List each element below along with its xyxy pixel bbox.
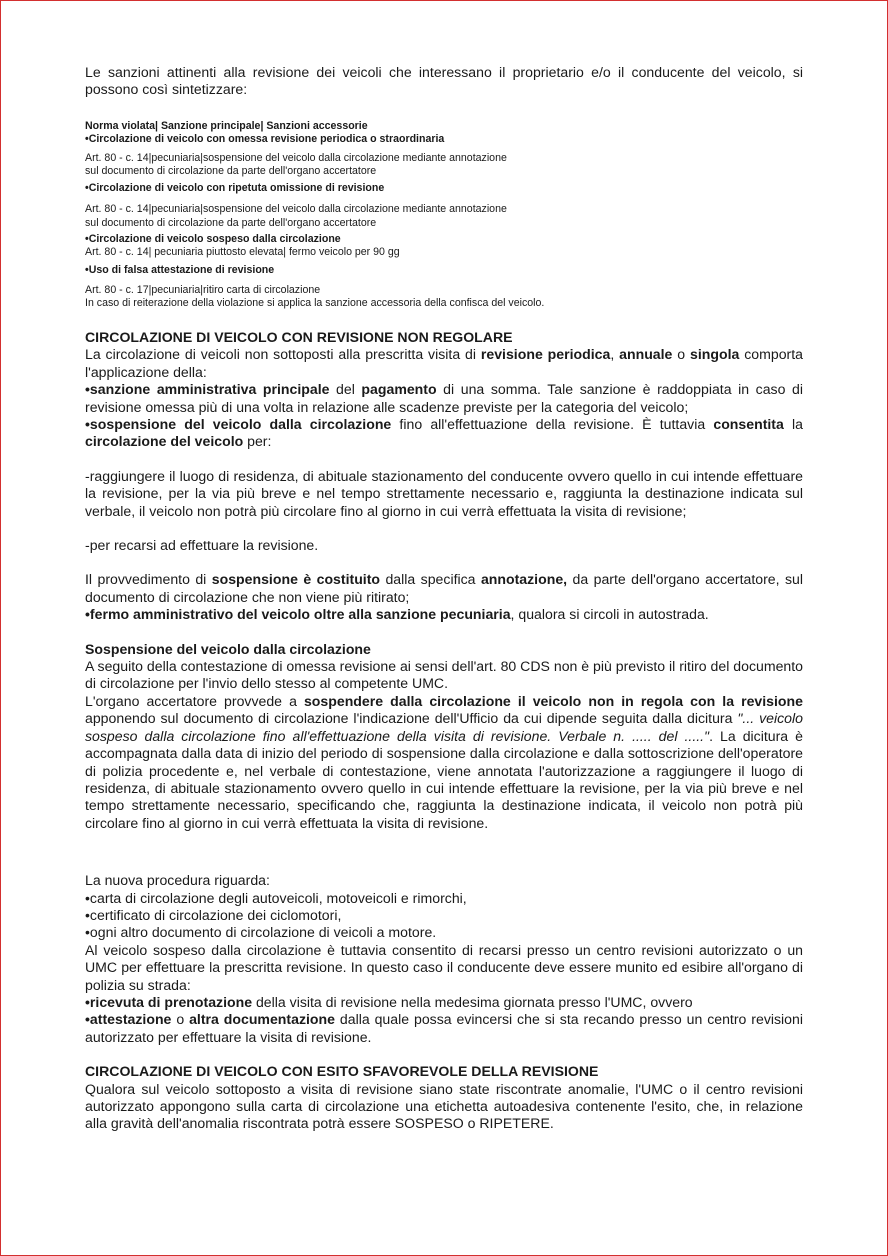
paragraph: -per recarsi ad effettuare la revisione. (85, 537, 319, 554)
paragraph: Al veicolo sospeso dalla circolazione è tuttavia consentito di recarsi presso un centro revisioni autorizzato o un UMC per effettuare la prescritta revisione. In questo caso il conducente deve essere munito ed esibire all'organo di polizia su strada: (85, 941, 803, 993)
paragraph: -raggiungere il luogo di residenza, di abituale stazionamento del conducente ovvero quello in cui intende effettuare la revisione, per la via più breve e nel tempo strettamente necessario e, raggiunta la destinazione indicata sul verbale, il veicolo non potrà più circolare fino al giorno in cui verrà effettuata la visita di revisione; (85, 467, 803, 519)
table-item-line: In caso di reiterazione della violazione si applica la sanzione accessoria della confisca del veicolo. (85, 297, 545, 310)
table-item-line: sul documento di circolazione da parte dell'organo accertatore (85, 216, 377, 229)
paragraph: •attestazione o altra documentazione dalla quale possa evincersi che si sta recando presso un centro revisioni autorizzato per effettuare la visita di revisione. (85, 1011, 803, 1045)
list-item: •ogni altro documento di circolazione di veicoli a motore. (85, 924, 437, 941)
paragraph: •sanzione amministrativa principale del pagamento di una somma. Tale sanzione è raddoppiata in caso di revisione omessa più di una volta in relazione alle scadenze previste per la categoria del veicolo; (85, 381, 803, 415)
list-intro: La nuova procedura riguarda: (85, 872, 270, 889)
paragraph: A seguito della contestazione di omessa revisione ai sensi dell'art. 80 CDS non è più previsto il ritiro del documento di circolazione per l'invio dello stesso al competente UMC. (85, 658, 803, 692)
table-item-title: •Circolazione di veicolo con ripetuta omissione di revisione (85, 182, 385, 194)
paragraph: •ricevuta di prenotazione della visita di revisione nella medesima giornata presso l'UMC, ovvero (85, 993, 693, 1010)
paragraph: L'organo accertatore provvede a sospendere dalla circolazione il veicolo non in regola con la revisione apponendo sul documento di circolazione l'indicazione dell'Ufficio da cui dipende seguita dalla dicitura "... veicolo sospeso dalla circolazione fino all'effettuazione della visita di revisione. Verbale n. ..... del .....". La dicitura è accompagnata dalla data di inizio del periodo di sospensione dalla circolazione e dalla sottoscrizione dell'operatore di polizia procedente e, nel verbale di contestazione, viene annotata l'autorizzazione a raggiungere il luogo di residenza, di abituale stazionamento ovvero quello in cui intende effettuare la revisione, per la via più breve e nel tempo strettamente necessario, specificando che, raggiunta la destinazione indicata, il veicolo non potrà più circolare fino al giorno in cui verrà effettuata la visita di revisione. (85, 692, 803, 831)
paragraph: •sospensione del veicolo dalla circolazione fino all'effettuazione della revisione. È tuttavia consentita la circolazione del veicolo per: (85, 416, 803, 450)
list-item: •certificato di circolazione dei ciclomotori, (85, 906, 342, 923)
paragraph: •fermo amministrativo del veicolo oltre alla sanzione pecuniaria, qualora si circoli in autostrada. (85, 606, 709, 623)
table-item-title: •Uso di falsa attestazione di revisione (85, 263, 275, 276)
section-heading: CIRCOLAZIONE DI VEICOLO CON REVISIONE NON REGOLARE (85, 328, 513, 345)
table-item-title: •Circolazione di veicolo sospeso dalla circolazione (85, 233, 341, 246)
paragraph: Il provvedimento di sospensione è costituito dalla specifica annotazione, da parte dell'organo accertatore, sul documento di circolazione che non viene più ritirato; (85, 571, 803, 605)
table-item-line: Art. 80 - c. 17|pecuniaria|ritiro carta di circolazione (85, 283, 321, 296)
paragraph: La circolazione di veicoli non sottoposti alla prescritta visita di revisione periodica, annuale o singola comporta l'applicazione della: (85, 346, 803, 380)
table-item-title: •Circolazione di veicolo con omessa revisione periodica o straordinaria (85, 132, 445, 145)
section-heading: Sospensione del veicolo dalla circolazione (85, 640, 371, 657)
table-item-line: Art. 80 - c. 14|pecuniaria|sospensione del veicolo dalla circolazione mediante annotazione (85, 151, 507, 164)
list-item: •carta di circolazione degli autoveicoli, motoveicoli e rimorchi, (85, 889, 467, 906)
table-item-line: sul documento di circolazione da parte dell'organo accertatore (85, 165, 377, 178)
table-item-line: Art. 80 - c. 14|pecuniaria|sospensione del veicolo dalla circolazione mediante annotazione (85, 203, 507, 215)
paragraph: Qualora sul veicolo sottoposto a visita di revisione siano state riscontrate anomalie, l'UMC o il centro revisioni autorizzato appongono sulla carta di circolazione una etichetta autoadesiva contenente l'esito, che, in relazione alla gravità dell'anomalia riscontrata potrà essere SOSPESO o RIPETERE. (85, 1080, 803, 1132)
intro-paragraph: Le sanzioni attinenti alla revisione dei veicoli che interessano il proprietario e/o il conducente del veicolo, si possono così sintetizzare: (85, 64, 803, 98)
table-item-line: Art. 80 - c. 14| pecuniaria piuttosto elevata| fermo veicolo per 90 gg (85, 246, 400, 259)
document-page (85, 64, 803, 1133)
section-heading: CIRCOLAZIONE DI VEICOLO CON ESITO SFAVOREVOLE DELLA REVISIONE (85, 1063, 599, 1080)
table-header: Norma violata| Sanzione principale| Sanzioni accessorie (85, 119, 368, 132)
